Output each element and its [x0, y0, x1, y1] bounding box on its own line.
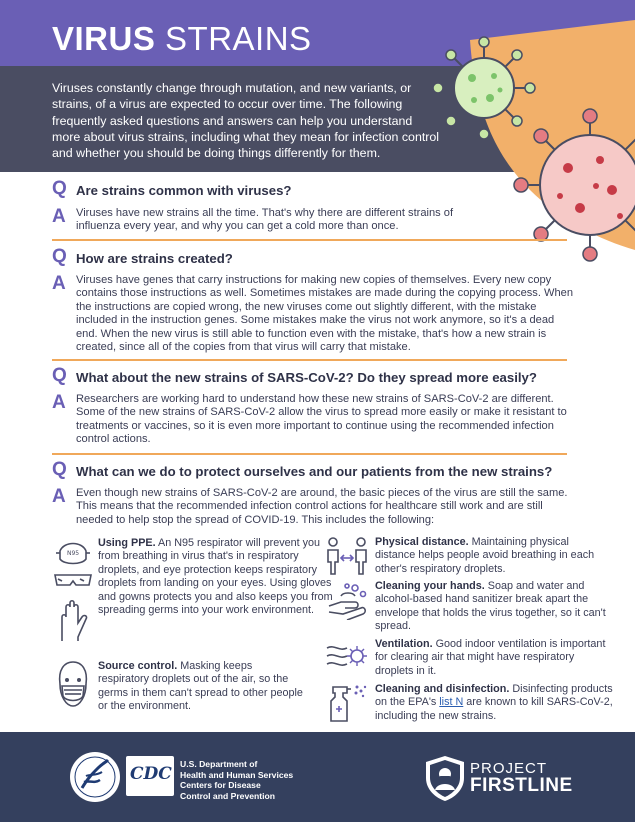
- cleaning-hands-text: Cleaning your hands. Soap and water and alcohol-based hand sanitizer break apart the envelope that holds the virus together, so it can't spread.: [375, 580, 606, 633]
- cdc-logo: CDC: [126, 756, 174, 796]
- ppe-text: Using PPE. An N95 respirator will prevent you from breathing in virus that's in respiratory droplets, and eye protection keeps respiratory droplets from landing on your eyes. Using gloves and gowns protects you and also keeps you from spreading germs into your work environment.: [98, 537, 333, 617]
- question-marker: Q: [52, 365, 67, 386]
- answer-text: Viruses have new strains all the time. That's why there are different strains of influenza every year, and why you can get a cold more than once.: [76, 207, 454, 233]
- answer-marker: A: [52, 273, 66, 294]
- face-mask-icon: [52, 660, 94, 708]
- answer-marker: A: [52, 206, 66, 227]
- question-text: How are strains created?: [76, 251, 233, 266]
- question-marker: Q: [52, 246, 67, 267]
- ventilation-text: Ventilation. Good indoor ventilation is important for clearing air that might have respiratory droplets in it.: [375, 638, 606, 677]
- disinfection-text: Cleaning and disinfection. Disinfecting products on the EPA's list N are known to kill SARS-CoV-2, including the new strains.: [375, 683, 613, 722]
- agency-name: U.S. Department of Health and Human Services Centers for Disease Control and Prevention: [180, 759, 294, 801]
- page-title: VIRUS STRAINS: [52, 20, 312, 57]
- divider: [52, 453, 567, 455]
- answer-marker: A: [52, 486, 66, 507]
- physical-distance-text: Physical distance. Maintaining physical distance helps people avoid breathing in each other's respiratory droplets.: [375, 536, 595, 575]
- question-marker: Q: [52, 178, 67, 199]
- divider: [52, 359, 567, 361]
- hhs-seal-icon: [68, 748, 122, 806]
- svg-text:N95: N95: [67, 550, 80, 557]
- question-text: Are strains common with viruses?: [76, 183, 292, 198]
- project-firstline-wordmark: PROJECT FIRSTLINE: [470, 760, 573, 796]
- question-marker: Q: [52, 459, 67, 480]
- source-control-text: Source control. Masking keeps respiratory droplets out of the air, so the germs in them can't spread to other people or the environment.: [98, 660, 303, 713]
- divider: [52, 239, 567, 241]
- spray-bottle-icon: [325, 683, 371, 723]
- answer-text: Researchers are working hard to understand how these new strains of SARS-CoV-2 are different. Some of the new strains of SARS-CoV-2 allow the virus to spread more easily or make it resistant to treatments or vaccines, so it is even more important to continue using the recommended infection control actions.: [76, 393, 567, 446]
- ventilation-icon: [325, 638, 371, 674]
- ppe-icon: [52, 537, 94, 645]
- project-firstline-shield-icon: [424, 754, 466, 802]
- question-text: What about the new strains of SARS-CoV-2? Do they spread more easily?: [76, 370, 537, 385]
- answer-text: Even though new strains of SARS-CoV-2 are around, the basic pieces of the virus are still the same. This means that the recommended infection control actions for healthcare still work and are still needed to help stop the spread of COVID-19. This includes the following:: [76, 487, 568, 526]
- answer-text: Viruses have genes that carry instructions for making new copies of themselves. Every new copy contains those instructions as well. Sometimes mistakes are made during the copying process. When the instructions are copied wrong, the new viruses come out slightly different, with the mistake included in the instruction genes. Some mistakes make the virus not work anymore, so it's a dead end. When the new virus is still able to function even with the mistake, that's how a new strain is created, since all of the copies from that virus will carry that mistake.: [76, 274, 573, 354]
- intro-text: Viruses constantly change through mutation, and new variants, or strains, of a virus are expected to occur over time. The following frequently asked questions and answers can help you understand more about virus strains, including what they mean for infection control and whether you should be doing things differently for them.: [52, 81, 440, 161]
- question-text: What can we do to protect ourselves and our patients from the new strains?: [76, 464, 553, 479]
- answer-marker: A: [52, 392, 66, 413]
- distance-icon: [325, 536, 371, 576]
- hand-washing-icon: [325, 580, 371, 620]
- list-n-link[interactable]: list N: [439, 696, 464, 709]
